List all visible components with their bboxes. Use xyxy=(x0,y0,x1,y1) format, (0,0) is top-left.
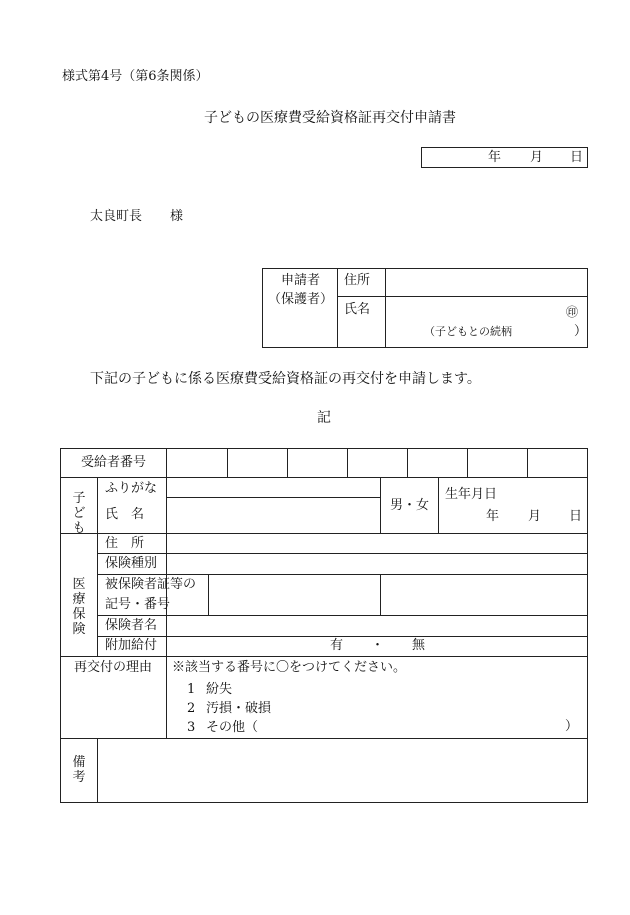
table-rule xyxy=(347,448,348,477)
table-rule xyxy=(97,738,98,803)
reason-3-number[interactable]: 3 xyxy=(187,720,196,735)
table-rule xyxy=(97,615,588,616)
child-name-input[interactable] xyxy=(168,499,379,532)
addressee-name: 太良町長 xyxy=(90,209,143,224)
table-rule xyxy=(208,574,209,615)
applicant-address-field[interactable] xyxy=(387,270,586,295)
applicant-divider xyxy=(337,296,588,297)
reason-3-text: その他（ xyxy=(206,720,259,735)
table-rule xyxy=(380,477,381,533)
applicant-divider xyxy=(385,268,386,348)
insurer-name-label: 保険者名 xyxy=(105,618,158,633)
recipient-number-digit[interactable] xyxy=(409,450,466,476)
table-rule xyxy=(97,636,588,637)
addressee-honorific: 様 xyxy=(170,209,184,224)
date-day-label: 日 xyxy=(570,150,584,165)
table-rule xyxy=(467,448,468,477)
reason-2-number[interactable]: 2 xyxy=(187,701,196,716)
gender-selector[interactable]: 男・女 xyxy=(390,498,430,513)
child-furigana-input[interactable] xyxy=(168,479,379,496)
application-statement: 下記の子どもに係る医療費受給資格証の再交付を申請します。 xyxy=(90,371,481,387)
table-rule xyxy=(97,553,588,554)
insurance-type-label: 保険種別 xyxy=(105,556,158,571)
additional-benefit-no[interactable]: 無 xyxy=(412,638,426,653)
recipient-number-digit[interactable] xyxy=(289,450,346,476)
furigana-label: ふりがな xyxy=(105,481,158,496)
insured-cert-label: 被保険者証等の xyxy=(105,577,197,592)
table-rule xyxy=(60,477,588,478)
birth-year-label: 年 xyxy=(486,509,500,524)
table-rule xyxy=(438,477,439,533)
table-rule xyxy=(380,574,381,615)
date-month-label: 月 xyxy=(530,150,544,165)
recipient-number-digit[interactable] xyxy=(529,450,586,476)
recipient-number-digit[interactable] xyxy=(229,450,286,476)
birth-month-label: 月 xyxy=(528,509,542,524)
birth-date-label: 生年月日 xyxy=(445,487,498,502)
table-rule xyxy=(166,448,167,738)
insured-number-input[interactable] xyxy=(382,576,586,614)
applicant-name-label: 氏名 xyxy=(344,302,371,317)
date-field[interactable] xyxy=(421,147,588,168)
recipient-number-label: 受給者番号 xyxy=(81,455,147,470)
recipient-number-digit[interactable] xyxy=(469,450,526,476)
table-rule xyxy=(407,448,408,477)
applicant-name-field[interactable] xyxy=(387,298,557,320)
child-section-label: 子ども xyxy=(72,491,86,536)
table-rule xyxy=(60,533,588,534)
insured-symbol-input[interactable] xyxy=(210,576,379,614)
date-year-label: 年 xyxy=(488,150,502,165)
child-address-label: 住 所 xyxy=(105,536,145,551)
applicant-divider xyxy=(337,268,338,348)
reason-1-number[interactable]: 1 xyxy=(187,682,196,697)
applicant-label: 申請者 xyxy=(281,273,321,288)
additional-benefit-separator: ・ xyxy=(371,638,385,653)
seal-mark: ㊞ xyxy=(566,305,579,319)
recipient-number-digit[interactable] xyxy=(168,450,226,476)
table-rule xyxy=(287,448,288,477)
table-rule xyxy=(227,448,228,477)
child-name-label: 氏 名 xyxy=(105,507,145,522)
reason-2-text: 汚損・破損 xyxy=(206,701,272,716)
insurance-section-label: 医療保険 xyxy=(72,577,86,637)
insured-cert-label-sub: 記号・番号 xyxy=(105,597,171,612)
form-number: 様式第4号（第6条関係） xyxy=(62,69,209,84)
table-rule xyxy=(527,448,528,477)
table-rule xyxy=(97,477,98,656)
applicant-label-guardian: （保護者） xyxy=(268,292,334,307)
relation-label: （子どもとの続柄 xyxy=(424,325,512,338)
insurer-name-input[interactable] xyxy=(168,617,586,635)
applicant-address-label: 住所 xyxy=(344,273,371,288)
additional-benefit-yes[interactable]: 有 xyxy=(330,638,344,653)
reason-3-close: ） xyxy=(565,719,579,734)
reason-instruction: ※該当する番号に〇をつけてください。 xyxy=(172,660,407,675)
table-rule xyxy=(97,574,588,575)
remarks-label: 備考 xyxy=(72,755,86,785)
additional-benefit-label: 附加給付 xyxy=(105,638,158,653)
remarks-input[interactable] xyxy=(99,740,586,802)
reason-label: 再交付の理由 xyxy=(74,660,153,675)
child-address-input[interactable] xyxy=(168,535,586,552)
table-rule xyxy=(60,656,588,657)
recipient-number-digit[interactable] xyxy=(349,450,406,476)
table-rule xyxy=(60,738,588,739)
birth-day-label: 日 xyxy=(569,509,583,524)
insurance-type-input[interactable] xyxy=(168,555,586,573)
page-title: 子どもの医療費受給資格証再交付申請書 xyxy=(204,110,456,126)
ki-heading: 記 xyxy=(317,410,331,426)
relation-close: ） xyxy=(574,324,588,339)
reason-1-text: 紛失 xyxy=(206,682,233,697)
table-rule xyxy=(166,497,380,498)
reason-other-input[interactable] xyxy=(262,719,558,736)
